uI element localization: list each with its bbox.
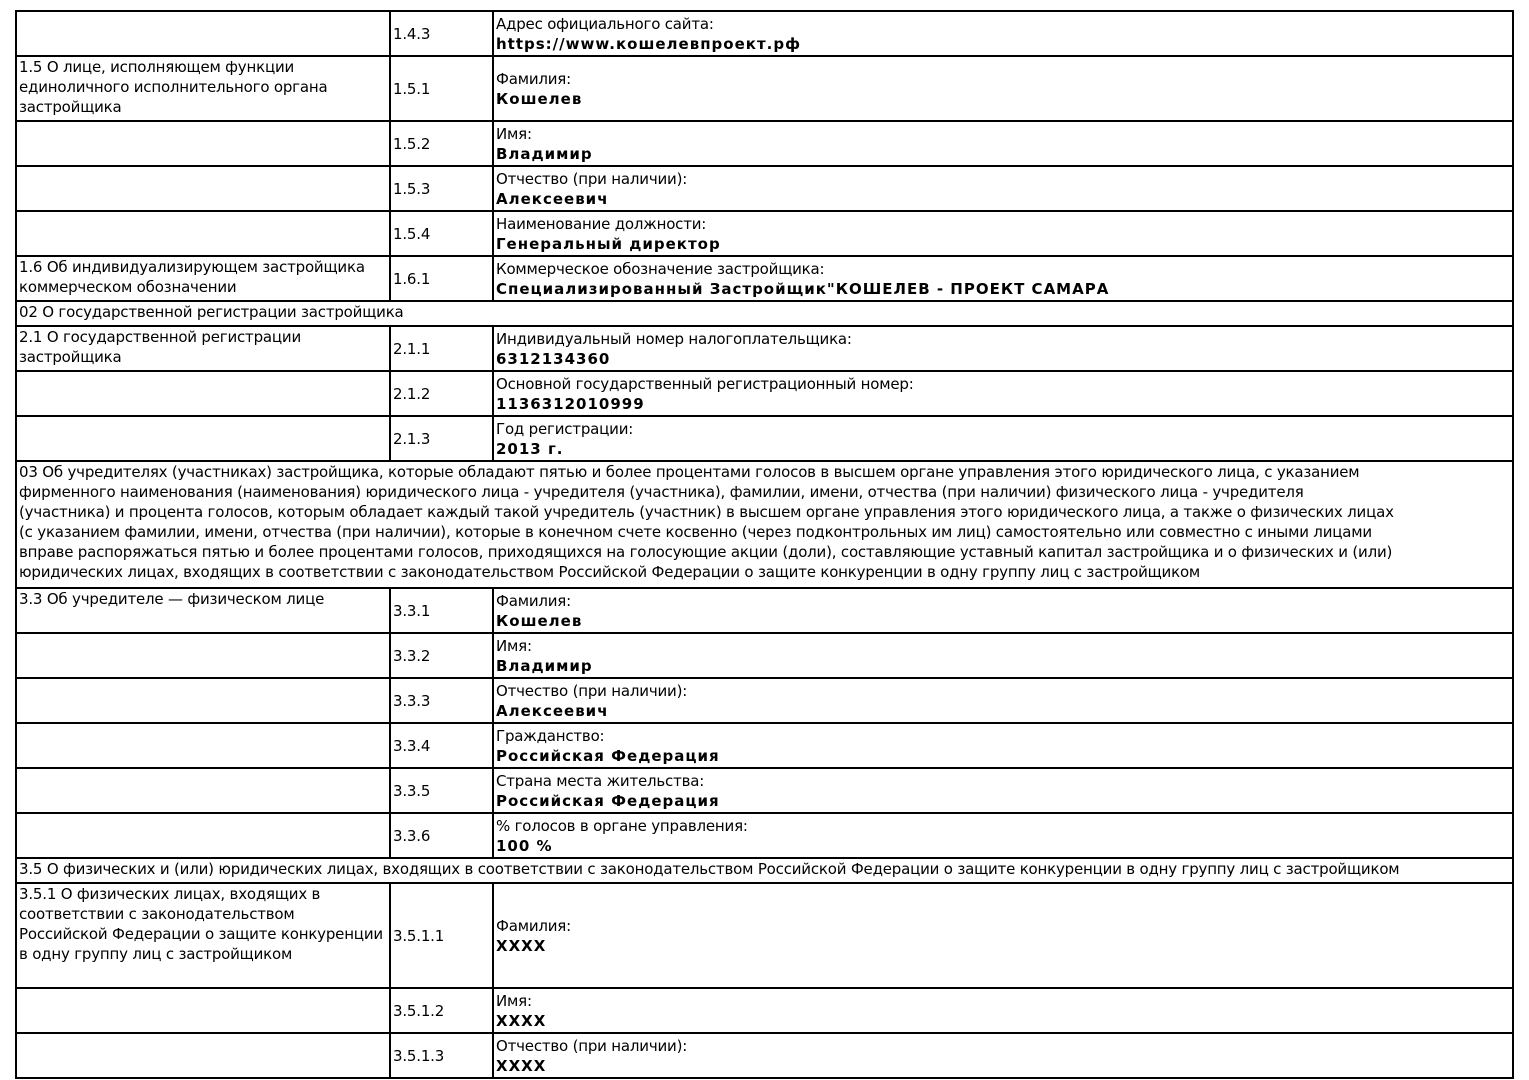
item-code: 3.3.1 — [390, 588, 493, 633]
subsection-cell — [16, 813, 390, 858]
field-cell — [493, 326, 1513, 371]
developer-disclosure-table — [15, 10, 1514, 1079]
item-code: 3.5.1.2 — [390, 988, 493, 1033]
field-cell — [493, 988, 1513, 1033]
table-row — [16, 1033, 1513, 1078]
field-label: Отчество (при наличии): — [496, 169, 688, 188]
table-row — [16, 988, 1513, 1033]
item-code: 2.1.1 — [390, 326, 493, 371]
field-label: Индивидуальный номер налогоплательщика: — [496, 329, 852, 348]
item-code: 1.5.3 — [390, 166, 493, 211]
section-heading-line: фирменного наименования (наименования) юридического лица - учредителя (участника), фамилии, имени, отчества (при наличии) физического лица - учредителя — [19, 483, 1304, 501]
field-value: XXXX — [496, 1011, 547, 1030]
subsection-cell — [16, 211, 390, 256]
field-label: Фамилия: — [496, 591, 571, 610]
field-cell — [493, 211, 1513, 256]
field-value: Владимир — [496, 144, 593, 163]
field-cell — [493, 371, 1513, 416]
item-code: 3.3.5 — [390, 768, 493, 813]
field-cell — [493, 56, 1513, 121]
subsection-cell — [16, 1033, 390, 1078]
subsection-cell — [16, 121, 390, 166]
field-value: Специализированный Застройщик"КОШЕЛЕВ - ПРОЕКТ САМАРА — [496, 279, 1110, 298]
item-code: 3.3.6 — [390, 813, 493, 858]
field-value: XXXX — [496, 936, 547, 955]
section-heading — [16, 301, 1513, 326]
section-heading-text: 02 О государственной регистрации застройщика — [19, 303, 404, 321]
field-cell — [493, 588, 1513, 633]
table-row — [16, 633, 1513, 678]
item-code: 1.6.1 — [390, 256, 493, 301]
field-value: Владимир — [496, 656, 593, 675]
item-code: 3.3.2 — [390, 633, 493, 678]
subsection-cell — [16, 371, 390, 416]
subsection-cell: 1.6 Об индивидуализирующем застройщика коммерческом обозначении — [16, 256, 390, 301]
table-row — [16, 371, 1513, 416]
item-code: 3.3.4 — [390, 723, 493, 768]
field-label: % голосов в органе управления: — [496, 816, 748, 835]
field-value: Российская Федерация — [496, 791, 720, 810]
field-cell — [493, 723, 1513, 768]
subsection-cell: 1.5 О лице, исполняющем функции единоличного исполнительного органа застройщика — [16, 56, 390, 121]
field-value: Алексеевич — [496, 189, 609, 208]
subsection-cell: 3.3 Об учредителе — физическом лице — [16, 588, 390, 633]
field-label: Год регистрации: — [496, 419, 634, 438]
field-label: Фамилия: — [496, 69, 571, 88]
field-cell — [493, 768, 1513, 813]
field-cell — [493, 678, 1513, 723]
field-label: Имя: — [496, 991, 532, 1010]
table-row — [16, 256, 1513, 301]
subsection-cell — [16, 768, 390, 813]
item-code: 1.5.4 — [390, 211, 493, 256]
item-code: 3.5.1.3 — [390, 1033, 493, 1078]
field-cell — [493, 166, 1513, 211]
item-code: 2.1.2 — [390, 371, 493, 416]
field-cell — [493, 883, 1513, 988]
field-value: Кошелев — [496, 89, 583, 108]
field-label: Коммерческое обозначение застройщика: — [496, 259, 825, 278]
field-cell — [493, 813, 1513, 858]
subsection-cell — [16, 988, 390, 1033]
field-value: XXXX — [496, 1056, 547, 1075]
subsection-cell — [16, 11, 390, 56]
table-row — [16, 813, 1513, 858]
field-label: Имя: — [496, 636, 532, 655]
table-row — [16, 11, 1513, 56]
field-cell — [493, 1033, 1513, 1078]
field-value: Кошелев — [496, 611, 583, 630]
item-code: 1.5.2 — [390, 121, 493, 166]
section-heading-line: вправе распоряжаться пятью и более процентами голосов, приходящихся на голосующие акции (доли), составляющие уставный капитал застройщика и о физических и (или) — [19, 543, 1393, 561]
section-heading-row — [16, 301, 1513, 326]
table-row — [16, 121, 1513, 166]
table-row — [16, 883, 1513, 988]
item-code: 3.5.1.1 — [390, 883, 493, 988]
section-heading-line: (с указанием фамилии, имени, отчества (при наличии), которые в конечном счете косвенно (через подконтрольных им лиц) самостоятельно или совместно с иными лицами — [19, 523, 1372, 541]
field-label: Гражданство: — [496, 726, 605, 745]
section-heading-line: 03 Об учредителях (участниках) застройщика, которые обладают пятью и более процентами голосов в высшем органе управления этого юридического лица, с указанием — [19, 463, 1360, 481]
field-cell — [493, 121, 1513, 166]
item-code: 2.1.3 — [390, 416, 493, 461]
field-value: https://www.кошелевпроект.рф — [496, 34, 801, 53]
item-code: 1.5.1 — [390, 56, 493, 121]
section-heading-row — [16, 858, 1513, 883]
subsection-cell: 3.5.1 О физических лицах, входящих в соответствии с законодательством Российской Федерации о защите конкуренции в одну группу лиц с застройщиком — [16, 883, 390, 988]
field-label: Имя: — [496, 124, 532, 143]
field-cell — [493, 256, 1513, 301]
table-row — [16, 723, 1513, 768]
field-label: Страна места жительства: — [496, 771, 705, 790]
table-row — [16, 326, 1513, 371]
field-label: Адрес официального сайта: — [496, 14, 714, 33]
field-label: Основной государственный регистрационный номер: — [496, 374, 914, 393]
section-heading-line: юридических лицах, входящих в соответствии с законодательством Российской Федерации о защите конкуренции в одну группу лиц с застройщиком — [19, 563, 1201, 581]
item-code: 1.4.3 — [390, 11, 493, 56]
section-heading — [16, 461, 1513, 588]
field-cell — [493, 633, 1513, 678]
field-value: 100 % — [496, 836, 553, 855]
section-heading-line: (участника) и процента голосов, которым обладает каждый такой учредитель (участник) в высшем органе управления этого юридического лица, а также о физических лицах — [19, 503, 1394, 521]
field-cell — [493, 11, 1513, 56]
subsection-cell — [16, 678, 390, 723]
table-row — [16, 416, 1513, 461]
subsection-cell — [16, 416, 390, 461]
table-row — [16, 768, 1513, 813]
section-heading-row — [16, 461, 1513, 588]
table-row — [16, 678, 1513, 723]
field-value: 2013 г. — [496, 439, 564, 458]
subsection-cell — [16, 723, 390, 768]
subsection-cell — [16, 633, 390, 678]
section-heading — [16, 858, 1513, 883]
subsection-cell: 2.1 О государственной регистрации застройщика — [16, 326, 390, 371]
field-value: Генеральный директор — [496, 234, 721, 253]
field-value: 6312134360 — [496, 349, 611, 368]
field-label: Наименование должности: — [496, 214, 707, 233]
field-value: 1136312010999 — [496, 394, 645, 413]
field-label: Отчество (при наличии): — [496, 1036, 688, 1055]
subsection-cell — [16, 166, 390, 211]
field-cell — [493, 416, 1513, 461]
table-row — [16, 56, 1513, 121]
item-code: 3.3.3 — [390, 678, 493, 723]
field-label: Фамилия: — [496, 916, 571, 935]
field-value: Российская Федерация — [496, 746, 720, 765]
table-row — [16, 588, 1513, 633]
field-label: Отчество (при наличии): — [496, 681, 688, 700]
section-heading-text: 3.5 О физических и (или) юридических лицах, входящих в соответствии с законодательством Российской Федерации о защите конкуренции в одну группу лиц с застройщиком — [19, 860, 1400, 878]
field-value: Алексеевич — [496, 701, 609, 720]
table-row — [16, 166, 1513, 211]
table-row — [16, 211, 1513, 256]
